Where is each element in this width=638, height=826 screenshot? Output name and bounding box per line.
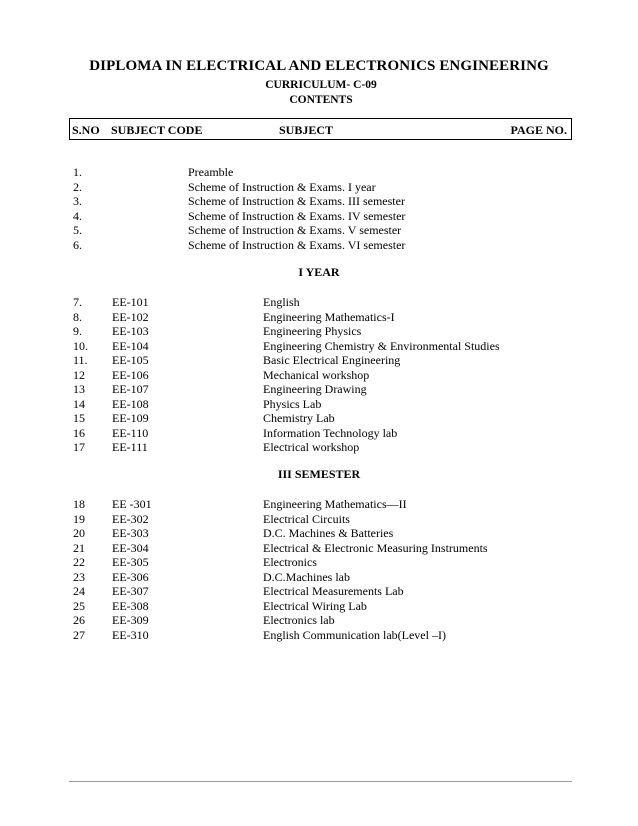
- row-subject: Engineering Physics: [263, 324, 362, 338]
- row-code: EE-104: [112, 338, 149, 353]
- row-subject: Electrical Circuits: [263, 511, 350, 526]
- row-number: 9.: [73, 324, 82, 338]
- footer-divider: [69, 781, 572, 782]
- header-sno: S.NO: [72, 123, 100, 137]
- row-subject: Scheme of Instruction & Exams. VI semester: [188, 237, 406, 252]
- row-subject: English Communication lab(Level –I): [263, 627, 446, 642]
- row-number: 18: [73, 497, 85, 511]
- row-number: 12: [73, 367, 85, 382]
- row-code: EE-109: [112, 411, 149, 425]
- row-number: 6.: [73, 237, 82, 252]
- row-subject: Electrical workshop: [263, 440, 360, 454]
- row-code: EE-103: [112, 324, 149, 338]
- table-row: [0, 238, 638, 253]
- table-row: [0, 512, 638, 527]
- row-subject: Engineering Mathematics—II: [263, 497, 407, 511]
- table-row: [0, 555, 638, 570]
- row-subject: Electrical Measurements Lab: [263, 584, 404, 598]
- table-row: [0, 324, 638, 339]
- table-header: [69, 118, 572, 140]
- table-row: [0, 613, 638, 628]
- curriculum-label: CURRICULUM- C-09: [265, 79, 377, 91]
- row-number: 23: [73, 569, 85, 584]
- row-number: 11.: [73, 353, 88, 367]
- table-row: [0, 599, 638, 614]
- row-subject: Electronics: [263, 555, 317, 569]
- row-number: 15: [73, 411, 85, 425]
- table-row: [0, 209, 638, 224]
- row-code: EE-106: [112, 367, 149, 382]
- row-code: EE-309: [112, 613, 149, 627]
- row-number: 17: [73, 440, 85, 454]
- row-subject: Scheme of Instruction & Exams. III semester: [188, 194, 405, 208]
- row-number: 13: [73, 382, 85, 396]
- row-number: 10.: [73, 338, 88, 353]
- table-row: [0, 440, 638, 455]
- table-row: [0, 426, 638, 441]
- section-heading-i-year: I YEAR: [298, 265, 340, 279]
- table-row: [0, 526, 638, 541]
- row-subject: Scheme of Instruction & Exams. V semester: [188, 223, 402, 237]
- table-row: [0, 295, 638, 310]
- row-number: 5.: [73, 223, 82, 237]
- contents-label: CONTENTS: [289, 94, 353, 106]
- row-subject: Electrical Wiring Lab: [263, 598, 367, 613]
- row-code: EE-110: [112, 425, 149, 440]
- row-code: EE-307: [112, 584, 149, 598]
- table-row: [0, 310, 638, 325]
- table-row: [0, 497, 638, 512]
- row-subject: D.C. Machines & Batteries: [263, 526, 394, 540]
- table-row: [0, 223, 638, 238]
- table-row: [0, 411, 638, 426]
- row-code: EE-102: [112, 309, 149, 324]
- row-code: EE-302: [112, 511, 149, 526]
- row-subject: Electrical & Electronic Measuring Instruments: [263, 540, 488, 555]
- header-subject-code: SUBJECT CODE: [111, 123, 203, 137]
- row-subject: Scheme of Instruction & Exams. I year: [188, 179, 376, 194]
- row-number: 3.: [73, 194, 82, 208]
- row-code: EE-308: [112, 598, 149, 613]
- row-subject: Basic Electrical Engineering: [263, 353, 401, 367]
- row-code: EE-305: [112, 555, 149, 569]
- row-number: 2.: [73, 179, 82, 194]
- row-subject: English: [263, 295, 300, 309]
- table-row: [0, 397, 638, 412]
- row-subject: Engineering Drawing: [263, 382, 367, 396]
- row-code: EE -301: [112, 497, 152, 511]
- row-code: EE-303: [112, 526, 149, 540]
- table-row: [0, 584, 638, 599]
- row-number: 16: [73, 425, 85, 440]
- row-subject: Scheme of Instruction & Exams. IV semester: [188, 208, 406, 223]
- row-subject: Preamble: [188, 165, 234, 179]
- row-number: 19: [73, 511, 85, 526]
- row-subject: Chemistry Lab: [263, 411, 335, 425]
- row-number: 27: [73, 627, 85, 642]
- row-number: 7.: [73, 295, 82, 309]
- row-subject: Engineering Mathematics-I: [263, 309, 395, 324]
- row-code: EE-111: [112, 440, 148, 454]
- row-number: 26: [73, 613, 85, 627]
- row-subject: Mechanical workshop: [263, 367, 370, 382]
- row-code: EE-310: [112, 627, 149, 642]
- document-title: DIPLOMA IN ELECTRICAL AND ELECTRONICS ENGINEERING: [89, 58, 549, 74]
- row-subject: Physics Lab: [263, 396, 322, 411]
- table-row: [0, 382, 638, 397]
- table-row: [0, 180, 638, 195]
- table-row: [0, 570, 638, 585]
- row-subject: Engineering Chemistry & Environmental Studies: [263, 338, 500, 353]
- row-code: EE-107: [112, 382, 149, 396]
- row-code: EE-304: [112, 540, 149, 555]
- row-number: 22: [73, 555, 85, 569]
- table-row: [0, 353, 638, 368]
- table-row: [0, 165, 638, 180]
- row-code: EE-108: [112, 396, 149, 411]
- header-subject: SUBJECT: [279, 123, 334, 137]
- row-subject: D.C.Machines lab: [263, 569, 350, 584]
- row-number: 14: [73, 396, 85, 411]
- row-number: 1.: [73, 165, 82, 179]
- table-row: [0, 339, 638, 354]
- row-subject: Information Technology lab: [263, 425, 398, 440]
- table-row: [0, 541, 638, 556]
- row-subject: Electronics lab: [263, 613, 335, 627]
- row-number: 24: [73, 584, 85, 598]
- table-row: [0, 194, 638, 209]
- row-code: EE-306: [112, 569, 149, 584]
- row-number: 4.: [73, 208, 82, 223]
- row-number: 21: [73, 540, 85, 555]
- table-row: [0, 368, 638, 383]
- section-heading-iii-semester: III SEMESTER: [277, 467, 361, 481]
- header-page-no: PAGE NO.: [510, 123, 567, 137]
- row-number: 8.: [73, 309, 82, 324]
- row-code: EE-105: [112, 353, 149, 367]
- row-number: 25: [73, 598, 85, 613]
- row-code: EE-101: [112, 295, 149, 309]
- table-row: [0, 628, 638, 643]
- row-number: 20: [73, 526, 85, 540]
